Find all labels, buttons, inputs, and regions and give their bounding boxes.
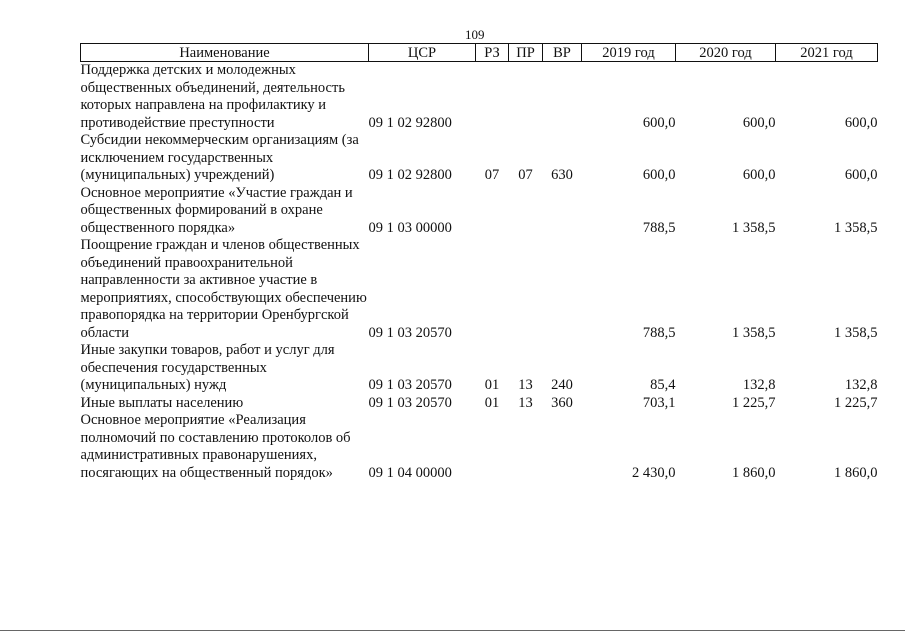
row-csr: 09 1 03 20570 [368, 377, 452, 393]
row-pr [509, 412, 543, 482]
row-csr: 09 1 03 20570 [368, 324, 452, 341]
row-rz [476, 185, 509, 238]
row-pr: 13 [518, 394, 533, 411]
budget-table [80, 43, 878, 482]
page-bottom-edge [0, 630, 905, 631]
table-row [81, 412, 878, 482]
table-row [81, 395, 878, 413]
row-name: Иные закупки товаров, работ и услуг для обеспечения государственных (муниципальных) нужд [80, 342, 335, 393]
row-rz: 07 [484, 167, 500, 183]
table-row [81, 62, 878, 133]
row-pr [509, 237, 543, 342]
row-csr: 09 1 03 00000 [368, 219, 452, 236]
row-2019: 600,0 [642, 167, 676, 183]
row-name: Основное мероприятие «Участие граждан и общественных формирований в охране общественного порядка» [80, 184, 353, 236]
row-2019: 600,0 [642, 114, 676, 131]
table-row [81, 342, 878, 395]
row-2021: 1 358,5 [834, 324, 878, 341]
row-vr: 240 [551, 377, 573, 393]
page-number: 109 [465, 27, 485, 42]
row-rz: 01 [484, 394, 500, 411]
row-vr [543, 185, 582, 238]
row-pr [509, 62, 543, 133]
row-rz [476, 237, 509, 342]
header-name: Наименование [81, 44, 369, 62]
row-csr: 09 1 02 92800 [368, 167, 452, 183]
header-2020: 2020 год [676, 44, 776, 62]
row-2019: 2 430,0 [632, 464, 676, 481]
row-2020: 600,0 [742, 114, 776, 131]
row-2020: 1 225,7 [732, 394, 776, 411]
row-pr: 13 [518, 377, 533, 393]
table-row [81, 237, 878, 342]
row-2021: 600,0 [844, 114, 878, 131]
row-pr: 07 [518, 167, 533, 183]
row-vr [543, 412, 582, 482]
row-vr: 360 [551, 394, 573, 411]
row-2019: 788,5 [642, 324, 676, 341]
row-csr: 09 1 04 00000 [368, 464, 452, 481]
table-row [81, 132, 878, 185]
table-header-row [81, 44, 878, 62]
row-2019: 788,5 [642, 219, 676, 236]
row-2021: 600,0 [844, 167, 878, 183]
row-2020: 1 358,5 [732, 324, 776, 341]
row-2019: 703,1 [642, 394, 676, 411]
row-rz: 01 [484, 377, 500, 393]
header-2019: 2019 год [582, 44, 676, 62]
header-rz: РЗ [476, 44, 509, 62]
row-2020: 1 860,0 [732, 464, 776, 481]
row-2021: 132,8 [844, 377, 878, 393]
row-2020: 600,0 [742, 167, 776, 183]
header-csr: ЦСР [369, 44, 476, 62]
row-csr: 09 1 02 92800 [368, 114, 452, 131]
row-name: Поддержка детских и молодежных общественных объединений, деятельность которых направлена на профилактику и противодействие преступности [80, 62, 345, 131]
row-vr [543, 62, 582, 133]
row-name: Поощрение граждан и членов общественных объединений правоохранительной направленности за активное участие в мероприятиях, способствующих обеспечению правопорядка на территории Оренбургской области [80, 237, 367, 341]
header-pr: ПР [509, 44, 543, 62]
row-2020: 1 358,5 [732, 219, 776, 236]
header-vr: ВР [543, 44, 582, 62]
row-2021: 1 860,0 [834, 464, 878, 481]
row-vr [543, 237, 582, 342]
header-2021: 2021 год [776, 44, 878, 62]
row-2019: 85,4 [650, 377, 676, 393]
row-2021: 1 225,7 [834, 394, 878, 411]
row-name: Субсидии некоммерческим организациям (за исключением государственных (муниципальных) учреждений) [80, 132, 359, 183]
row-csr: 09 1 03 20570 [368, 394, 452, 411]
table-row [81, 185, 878, 238]
row-name: Основное мероприятие «Реализация полномочий по составлению протоколов об административных правонарушениях, посягающих на общественный порядок» [80, 412, 351, 481]
row-2020: 132,8 [742, 377, 776, 393]
row-pr [509, 185, 543, 238]
row-name: Иные выплаты населению [80, 394, 244, 411]
row-rz [476, 62, 509, 133]
row-2021: 1 358,5 [834, 219, 878, 236]
row-rz [476, 412, 509, 482]
row-vr: 630 [551, 167, 573, 183]
